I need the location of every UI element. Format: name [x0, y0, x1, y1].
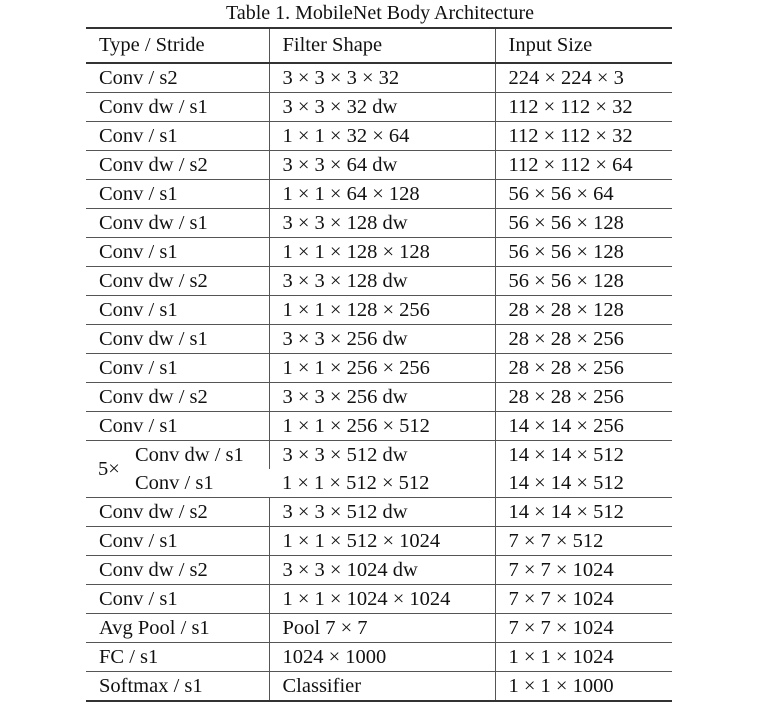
input-size-cell: 56 × 56 × 128	[495, 238, 672, 267]
input-size-cell: 28 × 28 × 256	[495, 354, 672, 383]
table-row	[86, 209, 672, 238]
input-size-cell: 28 × 28 × 256	[495, 325, 672, 354]
type-stride-cell: Conv / s1	[86, 412, 269, 441]
input-size-cell: 1 × 1 × 1000	[495, 672, 672, 702]
type-stride-cell: Conv / s1	[86, 122, 269, 151]
header-input-size: Input Size	[495, 28, 672, 63]
input-size-cell: 7 × 7 × 1024	[495, 556, 672, 585]
repeat-type-stride: Conv / s1	[135, 472, 214, 494]
input-size-cell: 56 × 56 × 128	[495, 209, 672, 238]
filter-shape-cell: 1 × 1 × 64 × 128	[269, 180, 495, 209]
type-stride-cell: Conv dw / s2	[86, 498, 269, 527]
input-size-cell: 28 × 28 × 128	[495, 296, 672, 325]
type-stride-cell: Softmax / s1	[86, 672, 269, 702]
type-stride-cell: Conv / s1	[86, 585, 269, 614]
type-stride-cell: Conv / s1	[86, 238, 269, 267]
type-stride-cell: Conv dw / s2	[86, 151, 269, 180]
input-size-cell: 56 × 56 × 128	[495, 267, 672, 296]
table-row	[86, 354, 672, 383]
filter-shape-cell: 1 × 1 × 32 × 64	[269, 122, 495, 151]
type-stride-cell: Conv / s2	[86, 63, 269, 93]
input-size-cell: 14 × 14 × 512	[495, 469, 672, 498]
table-row	[86, 122, 672, 151]
filter-shape-cell: 1 × 1 × 512 × 1024	[269, 527, 495, 556]
table-row	[86, 151, 672, 180]
input-size-cell: 14 × 14 × 512	[495, 441, 672, 470]
type-stride-cell: Conv dw / s1	[86, 93, 269, 122]
table-row	[86, 585, 672, 614]
header-filter-shape: Filter Shape	[269, 28, 495, 63]
input-size-cell: 7 × 7 × 1024	[495, 614, 672, 643]
type-stride-cell: FC / s1	[86, 643, 269, 672]
filter-shape-cell: 3 × 3 × 32 dw	[269, 93, 495, 122]
filter-shape-cell: 3 × 3 × 512 dw	[269, 498, 495, 527]
table-caption: Table 1. MobileNet Body Architecture	[226, 2, 534, 24]
table-row	[86, 527, 672, 556]
filter-shape-cell: 3 × 3 × 64 dw	[269, 151, 495, 180]
table-row	[86, 325, 672, 354]
filter-shape-cell: 3 × 3 × 512 dw	[269, 441, 495, 470]
input-size-cell: 112 × 112 × 32	[495, 122, 672, 151]
input-size-cell: 224 × 224 × 3	[495, 63, 672, 93]
repeat-block-row	[86, 441, 672, 470]
table-row	[86, 498, 672, 527]
filter-shape-cell: 1024 × 1000	[269, 643, 495, 672]
table-row	[86, 672, 672, 702]
input-size-cell: 28 × 28 × 256	[495, 383, 672, 412]
input-size-cell: 14 × 14 × 256	[495, 412, 672, 441]
table-row	[86, 180, 672, 209]
filter-shape-cell: 1 × 1 × 128 × 128	[269, 238, 495, 267]
table-body	[86, 63, 672, 701]
architecture-table	[86, 27, 672, 702]
type-stride-cell: Conv / s1	[86, 180, 269, 209]
table-row	[86, 614, 672, 643]
table-row	[86, 93, 672, 122]
type-stride-cell: Conv dw / s1	[86, 325, 269, 354]
filter-shape-cell: 3 × 3 × 256 dw	[269, 383, 495, 412]
filter-shape-cell: Pool 7 × 7	[269, 614, 495, 643]
filter-shape-cell: 1 × 1 × 1024 × 1024	[269, 585, 495, 614]
filter-shape-cell: 3 × 3 × 256 dw	[269, 325, 495, 354]
type-stride-cell: Conv dw / s2	[86, 556, 269, 585]
table-row	[86, 267, 672, 296]
input-size-cell: 14 × 14 × 512	[495, 498, 672, 527]
filter-shape-cell: 3 × 3 × 128 dw	[269, 267, 495, 296]
table-row	[86, 643, 672, 672]
table-row	[86, 296, 672, 325]
input-size-cell: 56 × 56 × 64	[495, 180, 672, 209]
type-stride-cell: Conv dw / s1	[86, 209, 269, 238]
type-stride-cell: Conv dw / s2	[86, 383, 269, 412]
filter-shape-cell: 1 × 1 × 256 × 256	[269, 354, 495, 383]
header-type-stride: Type / Stride	[86, 28, 269, 63]
type-stride-cell: Conv / s1	[86, 527, 269, 556]
table-row	[86, 383, 672, 412]
repeat-multiplier: 5×	[98, 458, 120, 480]
filter-shape-cell: 1 × 1 × 512 × 512	[269, 469, 495, 498]
input-size-cell: 7 × 7 × 512	[495, 527, 672, 556]
filter-shape-cell: 3 × 3 × 1024 dw	[269, 556, 495, 585]
header-row	[86, 28, 672, 63]
filter-shape-cell: 1 × 1 × 256 × 512	[269, 412, 495, 441]
filter-shape-cell: 3 × 3 × 3 × 32	[269, 63, 495, 93]
input-size-cell: 1 × 1 × 1024	[495, 643, 672, 672]
type-stride-cell: Conv / s1	[86, 354, 269, 383]
repeat-type-stride: Conv dw / s1	[135, 444, 244, 466]
filter-shape-cell: Classifier	[269, 672, 495, 702]
input-size-cell: 112 × 112 × 64	[495, 151, 672, 180]
repeat-block-type-cell	[86, 441, 269, 498]
type-stride-cell: Conv dw / s2	[86, 267, 269, 296]
input-size-cell: 112 × 112 × 32	[495, 93, 672, 122]
table-row	[86, 238, 672, 267]
table-row	[86, 412, 672, 441]
filter-shape-cell: 1 × 1 × 128 × 256	[269, 296, 495, 325]
filter-shape-cell: 3 × 3 × 128 dw	[269, 209, 495, 238]
input-size-cell: 7 × 7 × 1024	[495, 585, 672, 614]
table-row	[86, 63, 672, 93]
type-stride-cell: Conv / s1	[86, 296, 269, 325]
type-stride-cell: Avg Pool / s1	[86, 614, 269, 643]
table-row	[86, 556, 672, 585]
